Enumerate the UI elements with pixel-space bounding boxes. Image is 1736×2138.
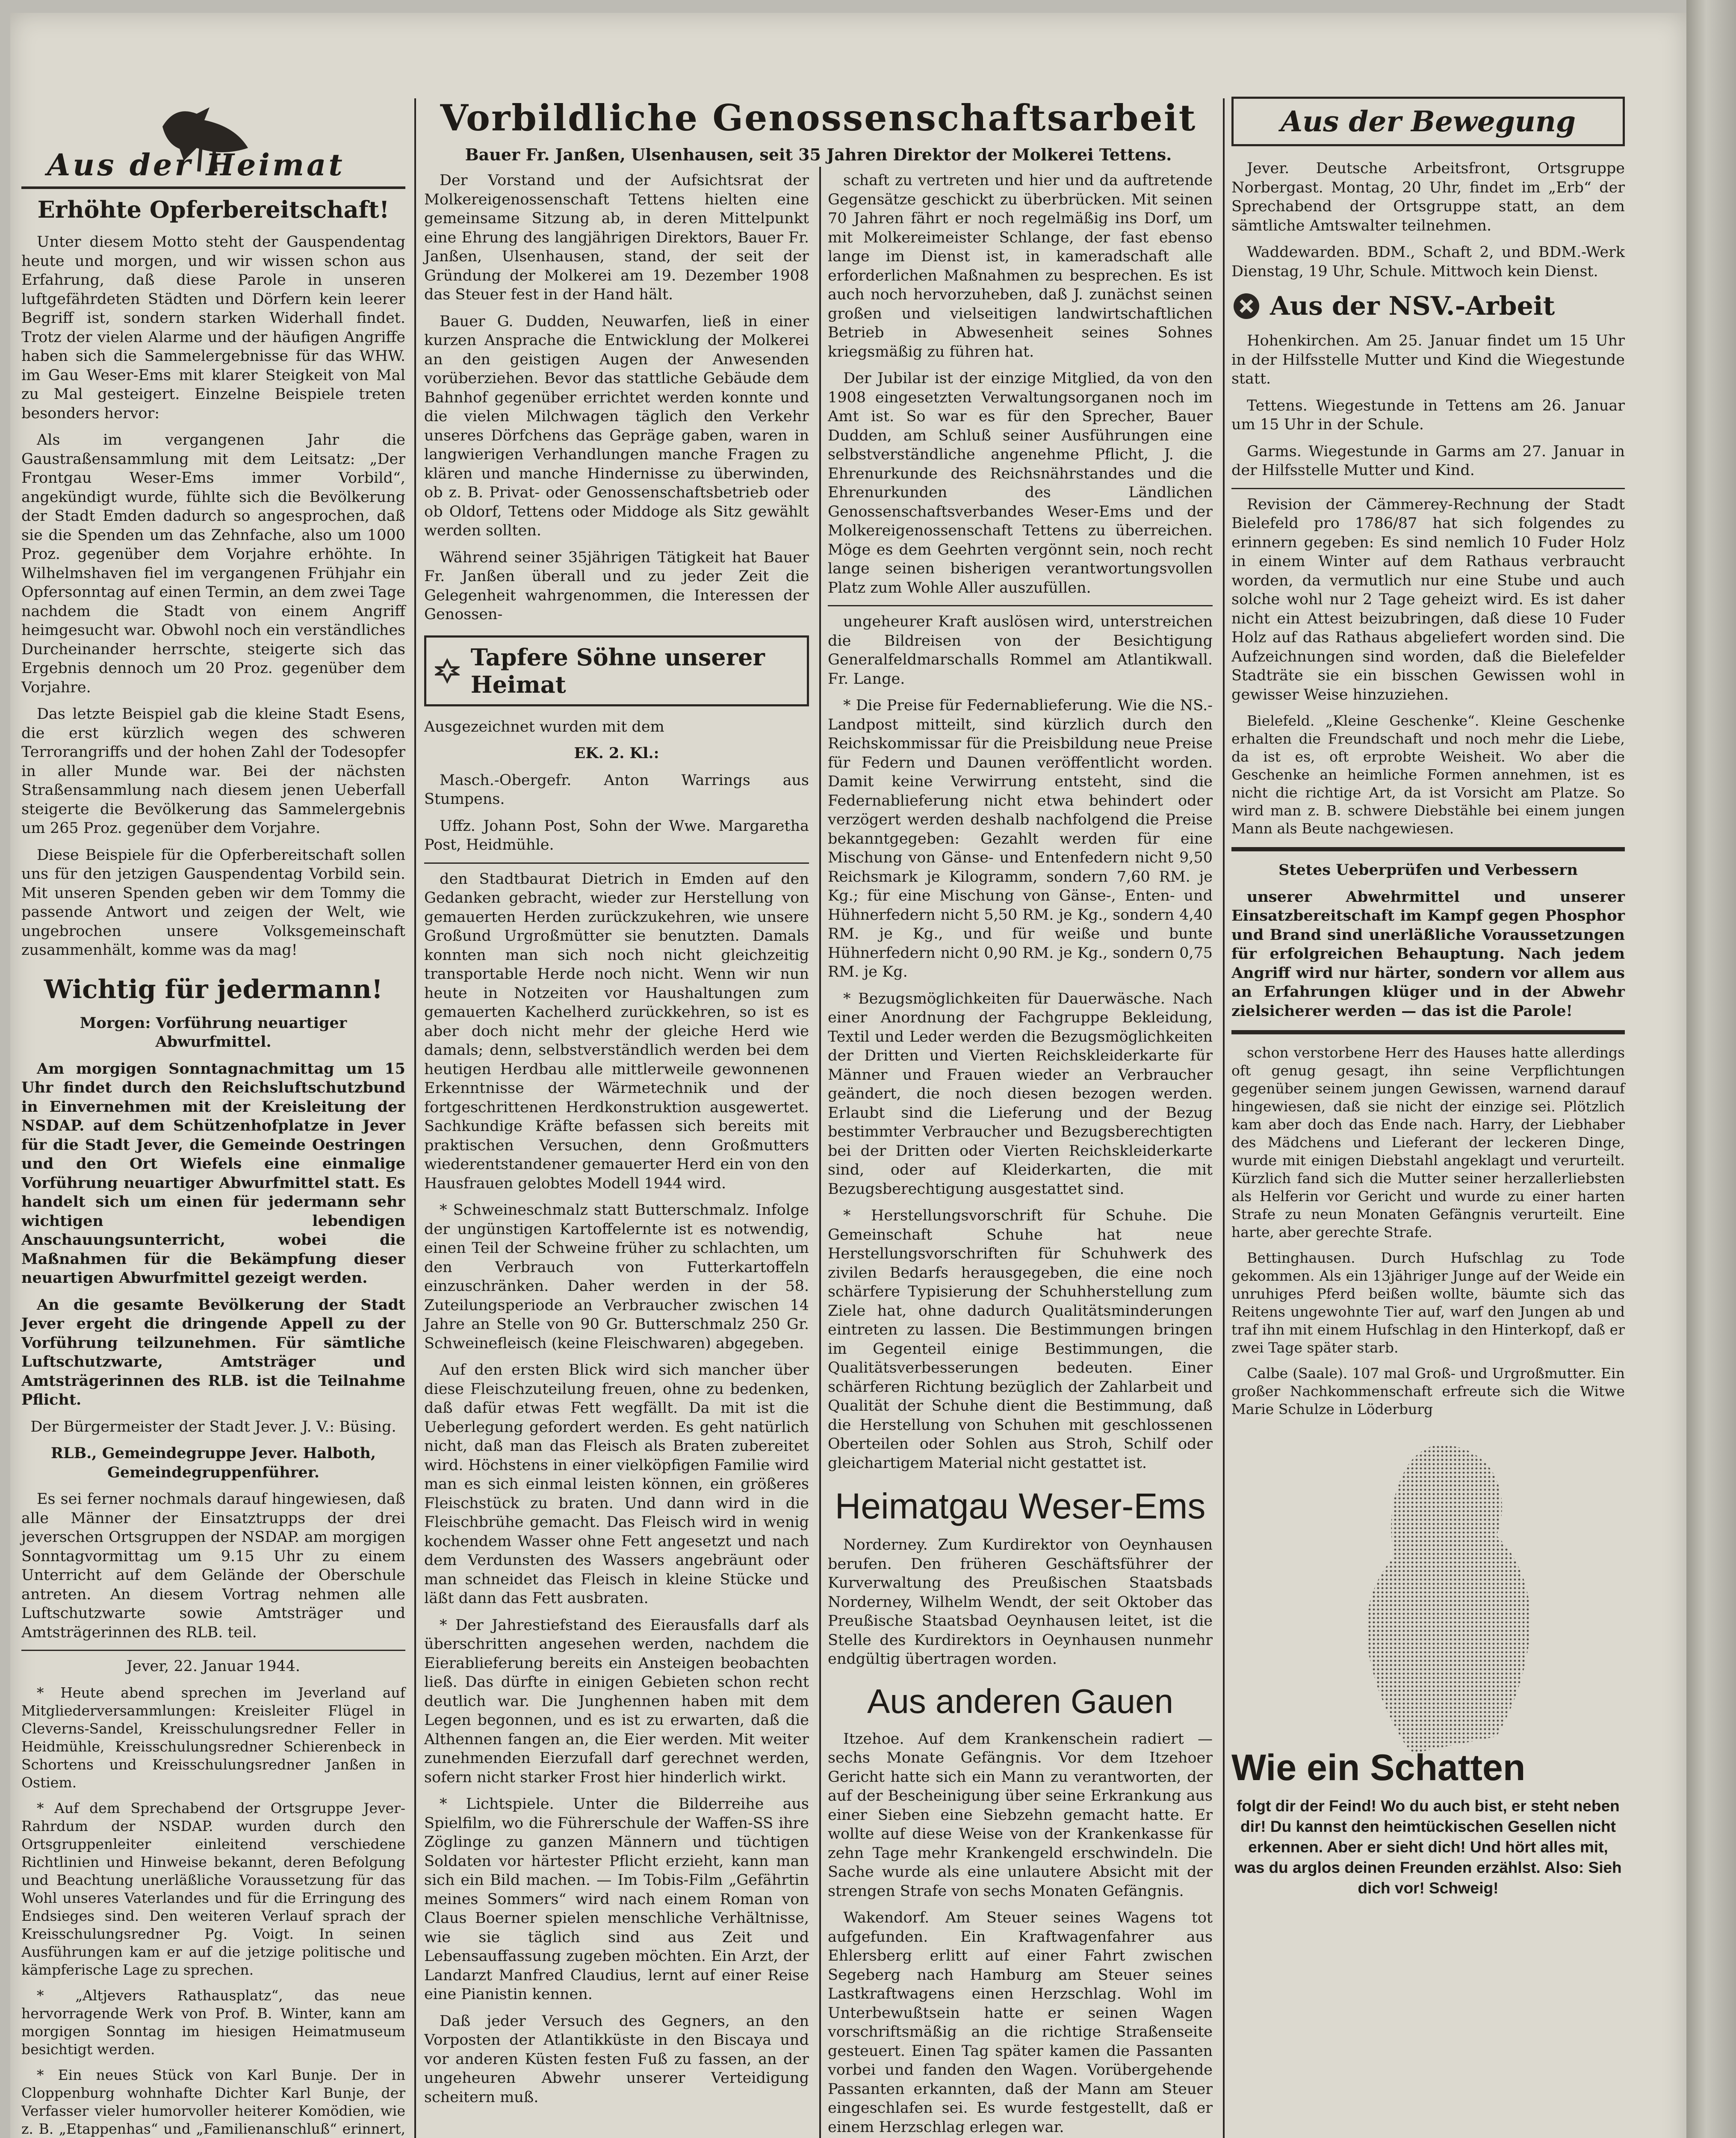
paragraph: Garms. Wiegestunde in Garms am 27. Januar in der Hilfsstelle Mutter und Kind. xyxy=(1231,443,1625,479)
paragraph: Tettens. Wiegestunde in Tettens am 26. Januar um 15 Uhr in der Schule. xyxy=(1231,397,1625,433)
heimat-title: Aus der Heimat xyxy=(47,147,345,183)
main-article-header xyxy=(421,97,1216,164)
divider xyxy=(424,862,809,864)
bewegung-title: Aus der Bewegung xyxy=(1280,105,1576,138)
column-rule xyxy=(414,98,416,2138)
divider xyxy=(828,605,1213,606)
nsv-emblem-icon xyxy=(1231,291,1261,321)
ad-text: folgt dir der Feind! Wo du auch bist, er steht neben dir! Du kannst den heimtückischen Gesellen nicht erkennen. Aber er sieht dich! Und hört alles mit, was du arglos deinen Freunden erzählst. Also: Sieh dich vor! Schweig! xyxy=(1234,1797,1622,1897)
tapfere-soehne-box xyxy=(424,635,809,706)
paragraph: Calbe (Saale). 107 mal Groß- und Urgroßmutter. Ein großer Nachkommenschaft erfreute sich die Witwe Marie Schulze in Löderburg xyxy=(1231,1365,1625,1417)
column-3 xyxy=(828,171,1213,2138)
paragraph: Der Jubilar ist der einzige Mitglied, da von den 1908 eingesetzten Verwaltungsorganen noch im Amt ist. So war es für den Sprecher, Bauer Dudden, am Schluß seiner Ausführungen eine selbstverständliche angenehme Pflicht, J. die Ehrenurkunde des Reichsnährstandes und die Ehrenurkunden des Ländlichen Genossenschaftsverbandes Weser-Ems und der Molkereigenossenschaft Tettens zu überreichen. Möge es dem Geehrten vergönnt sein, noch recht lange seinen bisherigen verantwortungsvollen Platz zum Wohle Aller auszufüllen. xyxy=(828,370,1213,597)
paragraph: Ausgezeichnet wurden mit dem xyxy=(424,718,664,735)
paragraph: * Auf dem Sprechabend der Ortsgruppe Jever-Rahrdum der NSDAP. wurden durch den Ortsgruppenleiter einleitend verschiedene Richtlinien und Hinweise bekannt, deren Befolgung und Beachtung unerläßliche Voraussetzung für das Wohl unseres Vaterlandes und für die Erringung des Endsieges sind. Den weiteren Verlauf sprach der Kreisschulungsredner Pg. Voigt. In seinen Ausführungen kam er auf die jetzige politische und kämpferische Lage zu sprechen. xyxy=(21,1799,405,1978)
ad-headline: Wie ein Schatten xyxy=(1231,1747,1526,1788)
paragraph: Uffz. Johann Post, Sohn der Wwe. Margaretha Post, Heidmühle. xyxy=(424,817,809,853)
iron-cross-icon xyxy=(435,656,460,686)
paragraph: Itzehoe. Auf dem Krankenschein radiert — sechs Monate Gefängnis. Vor dem Itzehoer Gericht hatte sich ein Mann zu verantworten, der auf der Bescheinigung über seine Erkrankung aus einer Sieben eine Siebzehn gemacht hatte. Er wollte auf diese Weise von der Krankenkasse für zehn Tage mehr Krankengeld erschwindeln. Die Sache wurde als eine unlautere Absicht mit der strengen Strafe von sechs Monaten Gefängnis. xyxy=(828,1730,1213,1900)
dateline: Jever, 22. Januar 1944. xyxy=(126,1658,301,1675)
paragraph: Das letzte Beispiel gab die kleine Stadt Esens, die erst kürzlich wegen des schweren Terrorangriffs und der hohen Zahl der Todesopfer in aller Munde war. Bei der nächsten Straßensammlung nach diesem jenen Ueberfall steigerte die Bevölkerung das Sammelergebnis um 265 Proz. gegenüber dem Vorjahre. xyxy=(21,706,405,837)
heimatgau-headline: Heimatgau Weser-Ems xyxy=(835,1486,1206,1526)
paragraph: Masch.-Obergefr. Anton Warrings aus Stumpens. xyxy=(424,771,809,808)
headline-wichtig: Wichtig für jedermann! xyxy=(44,974,383,1004)
column-4 xyxy=(1231,97,1625,1906)
paragraph: Daß jeder Versuch des Gegners, an den Vorposten der Atlantikküste in den Biscaya und vor anderen Küsten festen Fuß zu fassen, an der ungeheuren Abwehr unserer Verteidigung scheitern muß. xyxy=(424,2012,809,2106)
paragraph: Bauer G. Dudden, Neuwarfen, ließ in einer kurzen Ansprache die Entwicklung der Molkerei an den geistigen Augen der Anwesenden vorüberziehen. Bevor das stattliche Gebäude dem Bahnhof gegenüber errichtet werden konnte und die vielen Milchwagen täglich den Verkehr unseres Dörfchens das Gepräge gaben, waren in langwierigen Verhandlungen manche Fragen zu klären und manche Hindernisse zu überwinden, ob z. B. Privat- oder Genossenschaftsbetrieb oder ob Oldorf, Tettens oder Middoge als Sitz gewählt werden sollten. xyxy=(424,313,809,539)
paragraph: Diese Beispiele für die Opferbereitschaft sollen uns für den jetzigen Gauspendentag Vorbild sein. Mit unseren Spenden geben wir dem Tommy die passende Antwort und zeigen der Welt, wie ungebrochen unsere Volksgemeinschaft zusammenhält, komme was da mag! xyxy=(21,846,405,959)
nsv-title: Aus der NSV.-Arbeit xyxy=(1270,291,1555,321)
divider xyxy=(1231,1030,1625,1034)
paragraph: * Die Preise für Federnablieferung. Wie die NS.-Landpost mitteilt, sind kürzlich durch den Reichskommissar für die Preisbildung neue Preise für Federn und Daunen veröffentlicht worden. Damit keine Verwirrung entsteht, sind die Federnablieferung nicht etwa behindert oder verzögert werden deshalb nachfolgend die Preise bekanntgegeben: Gezahlt werden für eine Mischung von Gänse- und Entenfedern nicht 9,50 Reichsmark je Kilogramm, sondern 7,60 RM. je Kg.; für eine Mischung von Gänse-, Enten- und Hühnerfedern nicht 5,50 RM. je Kg., sondern 4,40 RM. je Kg., und für weiße und bunte Hühnerfedern nicht 0,90 RM. je Kg., sondern 0,75 RM. je Kg. xyxy=(828,697,1213,980)
paragraph: Während seiner 35jährigen Tätigkeit hat Bauer Fr. Janßen überall und zu jeder Zeit die Gelegenheit wahrgenommen, die Interessen der Genossen- xyxy=(424,549,809,623)
aus-anderen-gauen-headline: Aus anderen Gauen xyxy=(867,1682,1174,1720)
paragraph: schon verstorbene Herr des Hauses hatte allerdings oft genug gesagt, ihn seine Verpflichtungen gegenüber seinem jungen Gewissen, warnend darauf hingewiesen, daß sie nicht der einzige sei. Plötzlich kam aber doch das Ende nach. Harry, der Liebhaber des Mädchens und Lieferant der leckeren Dinge, wurde mit einigen Diebstahl angeklagt und verurteilt. Kürzlich fand sich die Mutter seiner herzallerliebsten als Helferin vor Gericht und wurde zu einer harten Strafe zu neun Monaten Gefängnis verurteilt. Eine harte, aber gerechte Strafe. xyxy=(1231,1044,1625,1240)
signature: RLB., Gemeindegruppe Jever. Halboth, Gemeindegruppenführer. xyxy=(50,1444,376,1481)
paragraph: * Bezugsmöglichkeiten für Dauerwäsche. Nach einer Anordnung der Fachgruppe Bekleidung, Textil und Leder werden die Bezugsmöglichkeiten der Dritten und Vierten Reichskleiderkarte für Männer und Frauen wieder an Verbraucher geändert, die noch diesen bezogen werden. Erlaubt sind die Lieferung und der Bezug bestimmter Verbraucher und Bezugsberechtigten bei der Dritten oder Vierten Reichskleiderkarte sind, oder auf Kleiderkarten, die mit Bezugsberechtigung ausgestattet sind. xyxy=(828,990,1213,1198)
newspaper-page xyxy=(10,13,1686,2138)
paragraph: Der Vorstand und der Aufsichtsrat der Molkereigenossenschaft Tettens hielten eine gemeinsame Sitzung ab, in deren Mittelpunkt eine Ehrung des langjährigen Direktors, Bauer Fr. Janßen, Ulsenhausen, stand, der seit der Gründung der Molkerei am 19. Dezember 1908 das Steuer fest in der Hand hält. xyxy=(424,172,809,303)
box-title: Stetes Ueberprüfen und Verbessern xyxy=(1278,861,1578,879)
paragraph: Unter diesem Motto steht der Gauspendentag heute und morgen, und wir wissen schon aus Erfahrung, daß diese Parole in unseren luftgefährdeten Städten und Dörfern kein leerer Begriff ist, sondern starken Widerhall findet. Trotz der vielen Alarme und der häufigen Angriffe haben sich die Sammelergebnisse für das WHW. im Gau Weser-Ems mit klarer Steigkeit von Mal zu Mal gesteigert. Einzelne Beispiele treten besonders hervor: xyxy=(21,233,405,422)
subheadline: Morgen: Vorführung neuartiger Abwurfmittel. xyxy=(80,1014,347,1051)
paragraph: ungeheurer Kraft auslösen wird, unterstreichen die Bildreisen von der Besichtigung Generalfeldmarschalls Rommel am Atlantikwall. Fr. Lange. xyxy=(828,613,1213,688)
paragraph: Hohenkirchen. Am 25. Januar findet um 15 Uhr in der Hilfsstelle Mutter und Kind die Wiegestunde statt. xyxy=(1231,332,1625,387)
divider xyxy=(1231,847,1625,851)
paragraph: * Herstellungsvorschrift für Schuhe. Die Gemeinschaft Schuhe hat neue Herstellungsvorschriften für Schuhwerk des zivilen Bedarfs herausgegeben, die eine noch schärfere Typisierung der Schuhherstellung zum Ziele hat, ohne dadurch Qualitätsminderungen eintreten zu lassen. Die Bestimmungen bringen im Gegenteil einige Bestimmungen, die Qualitätsverbesserungen bedeuten. Einer schärferen Richtung bezüglich der Zahlarbeit und Qualität der Schuhe dient die Bestimmung, daß die Herstellung von Schuhen mit geschlossenen Oberteilen oder Sohlen aus Stroh, Schilf oder gleichartigem Material nicht gestattet ist. xyxy=(828,1207,1213,1472)
main-headline: Vorbildliche Genossenschaftsarbeit xyxy=(440,97,1197,139)
paragraph: Revision der Cämmerey-Rechnung der Stadt Bielefeld pro 1786/87 hat sich folgendes zu erinnern gegeben: Es sind nemlich 10 Fuder Holz in einem Winter auf dem Rathaus verbraucht worden, da vermutlich nur eine Stube und auch solche wohl nur 2 Tage geheizt wird. Es ist daher nicht ein Attest beizubringen, daß diese 10 Fuder Holz auf das Rathaus abgeliefert worden sind. Die Aufzeichnungen sind worden, daß die Bielefelder Stadträte sie ein bisschen Gewissen wohl in gewisser Weise hinzuziehen. xyxy=(1231,496,1625,703)
page-edge xyxy=(1686,0,1736,2138)
paragraph: * Der Jahrestiefstand des Eierausfalls darf als überschritten angesehen werden, nachdem die Eierablieferung bereits ein Ansteigen beobachten ließ. Das dürfte in einigen Gebieten schon recht deutlich war. Die Junghennen haben mit dem Legen begonnen, und es ist zu erwarten, daß die Althennen fangen an, die Eier werden. Mit weiter zunehmenden Eierzufall darf gerechnet werden, sofern nicht starker Frost hier hinderlich wirkt. xyxy=(424,1616,809,1786)
column-rule xyxy=(1223,98,1225,2138)
divider xyxy=(21,1650,405,1651)
paragraph: Es sei ferner nochmals darauf hingewiesen, daß alle Männer der Einsatztrupps der drei jeverschen Ortsgruppen der NSDAP. am morgigen Sonntagvormittag um 9.15 Uhr zu einem Unterricht auf dem Gelände der Oberschule antreten. An diesem Vortrag nehmen alle Luftschutzwarte sowie Amtsträger und Amtsträgerinnen des RLB. teil. xyxy=(21,1491,405,1641)
paragraph: An die gesamte Bevölkerung der Stadt Jever ergeht die dringende Appell zu der Vorführung teilzunehmen. Für sämtliche Luftschutzwarte, Amtsträger und Amtsträgerinnen des RLB. ist die Teilnahme Pflicht. xyxy=(21,1296,405,1409)
paragraph: Waddewarden. BDM., Schaft 2, und BDM.-Werk Dienstag, 19 Uhr, Schule. Mittwoch kein Dienst. xyxy=(1231,244,1625,280)
divider xyxy=(1231,488,1625,489)
paragraph: Norderney. Zum Kurdirektor von Oeynhausen berufen. Den früheren Geschäftsführer der Kurverwaltung des Preußischen Staatsbads Norderney, Wilhelm Wendt, der seit Oktober das Preußische Staatsbad Oeynhausen leitet, ist die Stelle des Kurdirektors in Oeynhausen nunmehr endgültig übertragen worden. xyxy=(828,1536,1213,1668)
paragraph: den Stadtbaurat Dietrich in Emden auf den Gedanken gebracht, wieder zur Herstellung von gemauerten Herden zurückzukehren, wie unsere Großund Urgroßmütter sie benutzten. Damals konnten man sich noch nicht gleichzeitig transportable Herde noch nicht. Wenn wir nun heute in Notzeiten vor Haushaltungen zum gemauerten Kachelherd zurückkehren, so ist es aber doch nicht mehr der gleiche Herd wie damals; denn, selbstverständlich werden bei dem heutigen Herdbau alle mittlerweile gewonnenen Erkenntnisse der Wärmetechnik und der fortgeschrittenen Herdkonstruktion ausgewertet. Sachkundige Kräfte befassen sich bereits mit praktischen Versuchen, denn Großmutters wiederentstandener gemauerter Herd ein von den Hausfrauen gelobtes Modell 1944 wird. xyxy=(424,870,809,1192)
award-label: EK. 2. Kl.: xyxy=(574,744,659,762)
bewegung-masthead xyxy=(1231,97,1625,146)
shadow-figure-illustration xyxy=(1231,1429,1625,1762)
paragraph: * Heute abend sprechen im Jeverland auf Mitgliederversammlungen: Kreisleiter Flügel in Cleverns-Sandel, Kreisschulungsredner Feller in Heidmühle, Kreisschulungsredner Schierenbeck in Schortens und Kreisschulungsredner Janßen in Ostiem. xyxy=(21,1684,405,1791)
paragraph: Auf den ersten Blick wird sich mancher über diese Fleischzuteilung freuen, ohne zu bedenken, daß dafür etwas Fett wegfällt. Da mit ist die Ueberlegung gefordert werden. Es geht natürlich nicht, daß man das Fleisch als Braten zubereitet wird. Höchstens in einer vielköpfigen Familie wird man es sich einmal leisten können, ein größeres Fleischstück zu braten. Und dann wird in die Fleischbrühe gemacht. Das Fleisch wird in wenig kochendem Wasser ohne Fett angesetzt und nach dem Verdunsten des Wassers angebräunt oder man schneidet das Fleisch in kleine Stücke und läßt dann das Fett ausbraten. xyxy=(424,1361,809,1607)
advertisement xyxy=(1231,1429,1625,1899)
paragraph: Jever. Deutsche Arbeitsfront, Ortsgruppe Norbergast. Montag, 20 Uhr, findet im „Erb“ der Sprechabend der Ortsgruppe statt, an dem sämtliche Amtswalter teilnehmen. xyxy=(1231,160,1625,234)
paragraph: schaft zu vertreten und hier und da auftretende Gegensätze geschickt zu überbrücken. Mit seinen 70 Jahren fährt er noch regelmäßig ins Dorf, um mit Molkereimeister Schlange, der fast ebenso lange im Dienst ist, in kameradschaft alle erforderlichen Maßnahmen zu besprechen. Es ist auch noch hervorzuheben, daß J. zunächst seinen großen und vielseitigen landwirtschaftlichen Betrieb in Abwesenheit seines Sohnes kriegsmäßig zu führen hat. xyxy=(828,172,1213,360)
tapfere-title: Tapfere Söhne unserer Heimat xyxy=(470,643,765,698)
column-rule xyxy=(819,167,821,2138)
paragraph: * Schweineschmalz statt Butterschmalz. Infolge der ungünstigen Kartoffelernte ist es notwendig, einen Teil der Schweine früher zu schlachten, um den Verbrauch von Futterkartoffeln einzuschränken. Daher werden in der 58. Zuteilungsperiode an Verbraucher zwischen 14 Jahre an Stelle von 90 Gr. Butterschmalz 250 Gr. Schweinefleisch (keine Fleischwaren) abgegeben. xyxy=(424,1202,809,1352)
headline-opferbereitschaft: Erhöhte Opferbereitschaft! xyxy=(37,196,390,223)
paragraph: Bettinghausen. Durch Hufschlag zu Tode gekommen. Als ein 13jähriger Junge auf der Weide ein unruhiges Pferd beißen wollte, bäumte sich das Reitens ungewohnte Tier auf, warf den Jungen ab und traf ihn mit einem Hufschlag in den Hinterkopf, daß er zwei Tage später starb. xyxy=(1231,1249,1625,1356)
paragraph: Am morgigen Sonntagnachmittag um 15 Uhr findet durch den Reichsluftschutzbund in Einvernehmen mit der Kreisleitung der NSDAP. auf dem Schützenhofplatze in Jever für die Stadt Jever, die Gemeinde Oestringen und den Ort Wiefels eine einmalige Vorführung neuartiger Abwurfmittel statt. Es handelt sich um einen für jedermann sehr wichtigen lebendigen Anschauungsunterricht, wobei die Maßnahmen für die Bekämpfung dieser neuartigen Abwurfmittel gezeigt werden. xyxy=(21,1060,405,1287)
paragraph: * Lichtspiele. Unter die Bilderreihe aus Spielfilm, wo die Führerschule der Waffen-SS ihre Zöglinge zu ganzen Männern und tüchtigen Soldaten vor härtester Pflicht erzieht, kann man sich ein Bild machen. — Im Tobis-Film „Gefährtin meines Sommers“ wird nach einem Roman von Claus Boerner spielen menschliche Verhältnisse, wie sie täglich sind aus Zeit und Lebensauffassung zugeben möchten. Ein Arzt, der Landarzt Manfred Claudius, lernt auf einer Reise eine Pianistin kennen. xyxy=(424,1795,809,2003)
box-text: unserer Abwehrmittel und unserer Einsatzbereitschaft im Kampf gegen Phosphor und Brand sind unerläßliche Voraussetzungen für erfolgreichen Behauptung. Nach jedem Angriff wird nur härter, sondern vor allem aus an Erfahrungen klüger und in der Abwehr zielsicherer werden — das ist die Parole! xyxy=(1231,888,1625,1020)
paragraph: Bielefeld. „Kleine Geschenke“. Kleine Geschenke erhalten die Freundschaft und noch mehr die Liebe, da ist es, oft erprobte Weisheit. Wo aber die Geschenke an heimliche Formen annehmen, ist es nicht die richtige Art, da ist Vorsicht am Platze. So wird man z. B. schwere Diebstähle bei einem jungen Mann als Beute nachgewiesen. xyxy=(1231,712,1625,837)
column-1 xyxy=(21,97,405,2138)
heimat-masthead xyxy=(21,97,405,191)
main-subline: Bauer Fr. Janßen, Ulsenhausen, seit 35 Jahren Direktor der Molkerei Tettens. xyxy=(465,145,1172,164)
paragraph: * Ein neues Stück von Karl Bunje. Der in Cloppenburg wohnhafte Dichter Karl Bunje, der Verfasser vieler humorvoller heiterer Komödien, wie z. B. „Etappenhas“ und „Familienanschluß“ erinnert, xyxy=(21,2066,405,2137)
column-2 xyxy=(424,171,809,2114)
paragraph: Als im vergangenen Jahr die Gaustraßensammlung mit dem Leitsatz: „Der Frontgau Weser-Ems immer Vorbild“, angekündigt wurde, fühlte sich die Bevölkerung der Stadt Emden dadurch so angesprochen, daß sie die Spenden um das Zehnfache, also um 1000 Proz. gegenüber dem Vorjahre erhöhte. In Wilhelmshaven fiel im vergangenen Frühjahr ein Opfersonntag auf einen Termin, an dem zwei Tage nachdem die Stadt von einem Angriff heimgesucht war. Obwohl noch ein verständliches Durcheinander herrschte, steigerte sich das Ergebnis dennoch um 20 Proz. gegenüber dem Vorjahre. xyxy=(21,431,405,696)
nsv-heading xyxy=(1231,291,1625,321)
paragraph: * „Altjevers Rathausplatz“, das neue hervorragende Werk von Prof. B. Winter, kann am morgigen Sonntag im hiesigen Heimatmuseum besichtigt werden. xyxy=(21,1987,405,2058)
paragraph: Wakendorf. Am Steuer seines Wagens tot aufgefunden. Ein Kraftwagenfahrer aus Ehlersberg erlitt auf einer Fahrt zwischen Segeberg nach Hamburg am Steuer seines Lastkraftwagens einen Herzschlag. Wohl im Unterbewußtsein hatte er seinen Wagen vorschriftsmäßig an die richtige Straßenseite gesteuert. Einen Tag später kamen die Passanten vorbei und fanden den Wagen. Vorübergehende Passanten erkannten, daß der Mann am Steuer eingeschlafen sei. Es wurde festgestellt, daß er einem Herzschlag erlegen war. xyxy=(828,1909,1213,2136)
signature: Der Bürgermeister der Stadt Jever. J. V.: Büsing. xyxy=(30,1418,396,1435)
